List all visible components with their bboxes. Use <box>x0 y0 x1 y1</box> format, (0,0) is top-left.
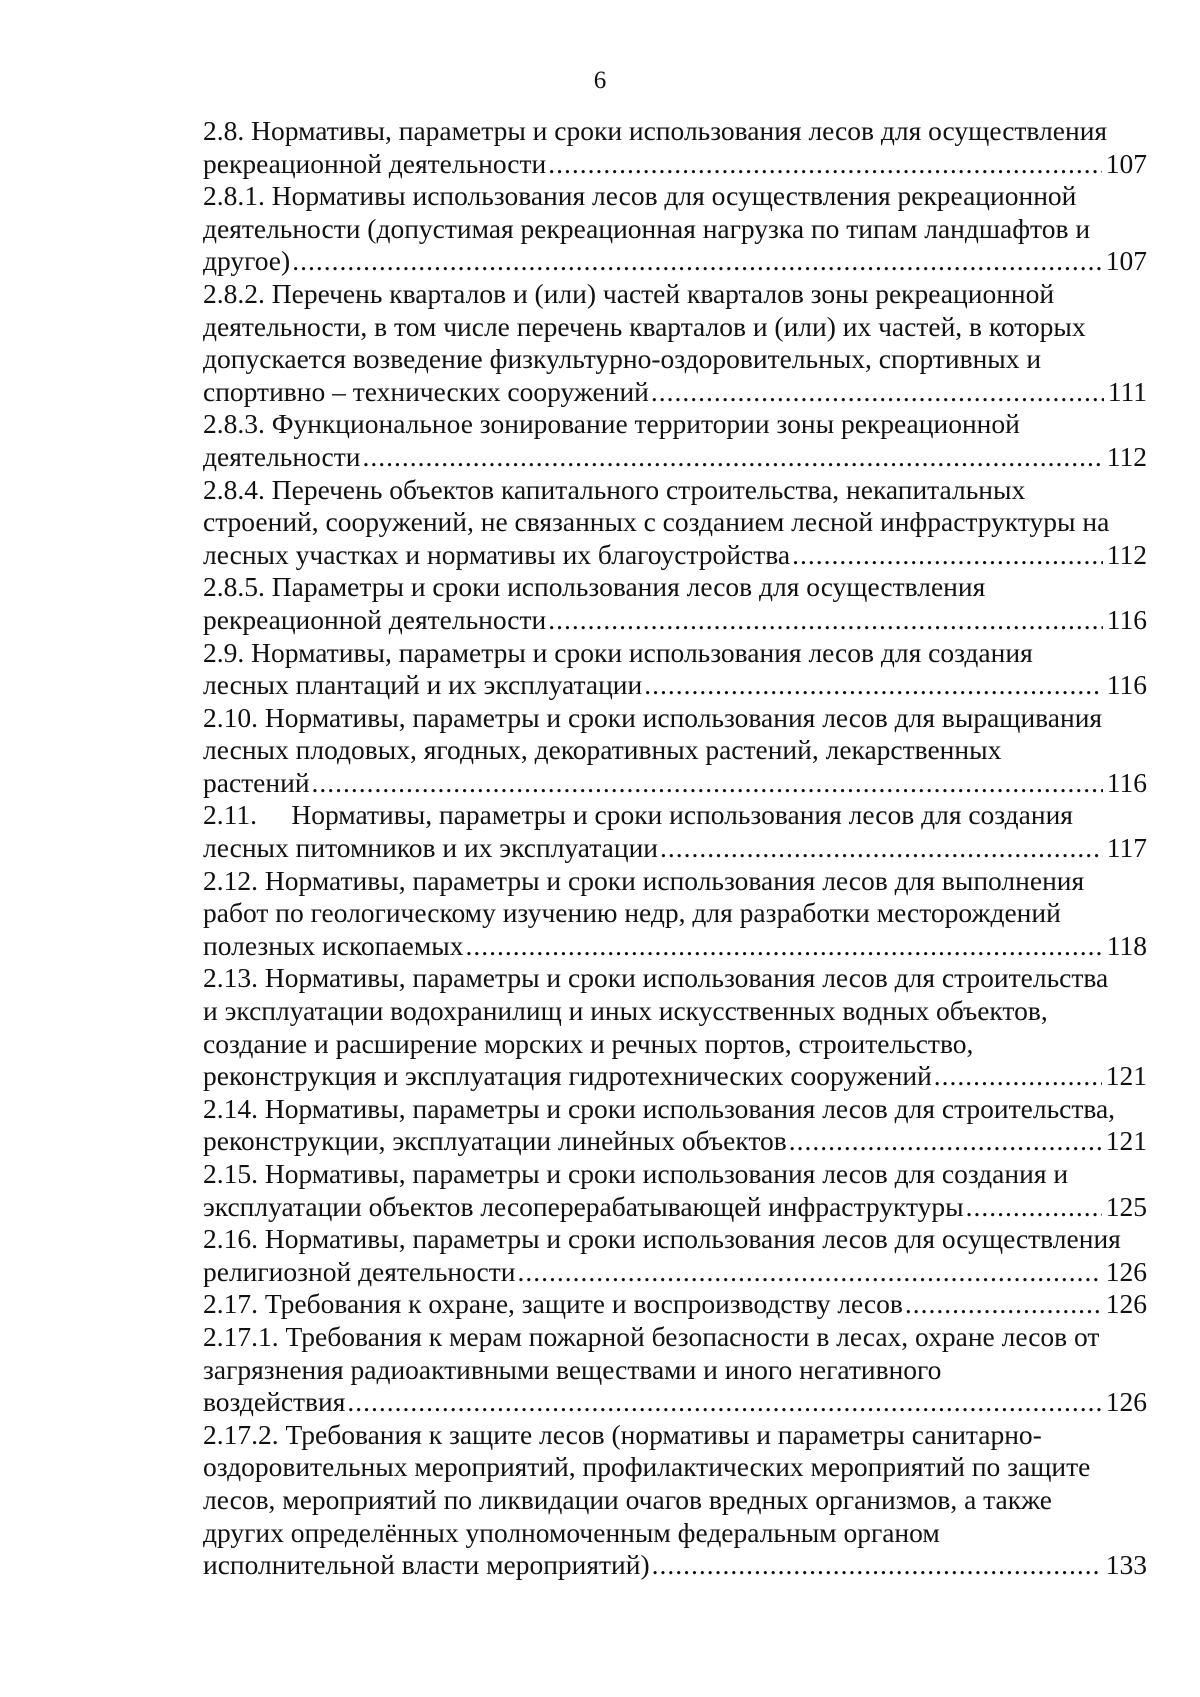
toc-entry-text-line: деятельности (допустимая рекреационная нагрузка по типам ландшафтов и <box>203 212 1091 244</box>
dot-leader <box>465 930 1102 963</box>
toc-entry-text-line: 2.15. Нормативы, параметры и сроки использования лесов для создания и <box>203 1158 1069 1189</box>
toc-page-number: 111 <box>1107 375 1147 407</box>
toc-entry <box>203 571 1147 636</box>
toc-entry <box>203 799 1147 864</box>
toc-page-number: 112 <box>1106 538 1147 570</box>
dot-leader <box>548 604 1103 637</box>
toc-entry <box>203 278 1147 408</box>
toc-entry-text-line: 2.8.3. Функциональное зонирование территории зоны рекреационной <box>203 408 1020 440</box>
toc-entry-text-line: лесных участках и нормативы их благоустройства <box>203 538 791 570</box>
toc-entry-text-line: работ по геологическому изучению недр, для разработки месторождений <box>203 897 1061 929</box>
toc-entry-last-line <box>203 539 1147 572</box>
toc-entry-last-line <box>203 1549 1147 1582</box>
dot-leader <box>362 441 1102 474</box>
toc-entry <box>203 1288 1147 1321</box>
dot-leader <box>652 1549 1102 1582</box>
dot-leader <box>789 1125 1102 1158</box>
toc-page-number: 118 <box>1106 929 1147 961</box>
toc-entry <box>203 1223 1147 1288</box>
toc-page-number: 125 <box>1105 1190 1147 1222</box>
toc-entry-text-line: создание и расширение морских и речных портов, строительство, <box>203 1027 974 1059</box>
toc-entry-last-line <box>203 1386 1147 1419</box>
toc-entry-text-line: 2.14. Нормативы, параметры и сроки использования лесов для строительства, <box>203 1092 1116 1124</box>
toc-page-number: 121 <box>1105 1125 1147 1157</box>
toc-entry-text-line: эксплуатации объектов лесоперерабатывающей инфраструктуры <box>203 1190 964 1222</box>
toc-entry-text-line: деятельности <box>203 440 361 472</box>
table-of-contents <box>203 115 1147 1582</box>
toc-page-number: 126 <box>1105 1255 1147 1287</box>
toc-entry-text-line: спортивно – технических сооружений <box>203 375 649 407</box>
dot-leader <box>312 767 1103 800</box>
toc-entry-text-line: рекреационной деятельности <box>203 603 547 635</box>
toc-entry-text-line: лесных плодовых, ягодных, декоративных растений, лекарственных <box>203 734 1002 766</box>
toc-entry-last-line <box>203 669 1147 702</box>
toc-entry <box>203 962 1147 1092</box>
toc-page-number: 107 <box>1105 245 1147 277</box>
toc-entry-text-line: 2.8.4. Перечень объектов капитального строительства, некапитальных <box>203 473 1026 505</box>
toc-entry-text-line: загрязнения радиоактивными веществами и иного негативного <box>203 1353 942 1385</box>
toc-page-number: 126 <box>1105 1386 1147 1418</box>
toc-entry <box>203 1419 1147 1582</box>
toc-entry-text-line: допускается возведение физкультурно-оздоровительных, спортивных и <box>203 343 1042 375</box>
toc-entry-last-line <box>203 604 1147 637</box>
toc-entry-last-line <box>203 1288 1147 1321</box>
toc-entry-text-line: полезных ископаемых <box>203 929 464 961</box>
toc-entry-text-line: строений, сооружений, не связанных с созданием лесной инфраструктуры на <box>203 506 1110 538</box>
toc-entry-text-line: 2.17.2. Требования к защите лесов (нормативы и параметры санитарно- <box>203 1418 1042 1450</box>
dot-leader <box>966 1191 1102 1224</box>
toc-entry-text-line: воздействия <box>203 1386 346 1418</box>
dot-leader <box>347 1386 1101 1419</box>
page-number: 6 <box>593 67 607 94</box>
toc-entry-last-line <box>203 441 1147 474</box>
toc-entry-last-line <box>203 1060 1147 1093</box>
toc-entry-last-line <box>203 930 1147 963</box>
toc-page-number: 126 <box>1105 1288 1147 1320</box>
toc-page-number: 107 <box>1105 147 1147 179</box>
dot-leader <box>644 669 1103 702</box>
toc-entry-text-line: реконструкция и эксплуатация гидротехнических сооружений <box>203 1060 932 1092</box>
toc-entry-text-line: 2.17.1. Требования к мерам пожарной безопасности в лесах, охране лесов от <box>203 1320 1100 1352</box>
toc-entry-text-line: 2.8.1. Нормативы использования лесов для осуществления рекреационной <box>203 180 1077 212</box>
toc-entry-last-line <box>203 767 1147 800</box>
toc-entry-text-line: 2.11. Нормативы, параметры и сроки использования лесов для создания <box>203 799 1073 831</box>
toc-entry-text-line: исполнительной власти мероприятий) <box>203 1549 650 1581</box>
dot-leader <box>292 245 1102 278</box>
toc-entry-last-line <box>203 245 1147 278</box>
toc-entry-last-line <box>203 832 1147 865</box>
toc-entry-text-line: лесных плантаций и их эксплуатации <box>203 669 643 701</box>
toc-entry-text-line: лесных питомников и их эксплуатации <box>203 832 659 864</box>
dot-leader <box>548 148 1102 181</box>
toc-entry <box>203 702 1147 800</box>
toc-entry <box>203 1093 1147 1158</box>
toc-entry-text-line: 2.13. Нормативы, параметры и сроки использования лесов для строительства <box>203 962 1109 994</box>
dot-leader <box>792 539 1103 572</box>
toc-entry-text-line: рекреационной деятельности <box>203 147 547 179</box>
toc-page-number: 133 <box>1105 1549 1147 1581</box>
toc-page-number: 116 <box>1106 766 1147 798</box>
toc-entry-text-line: 2.10. Нормативы, параметры и сроки использования лесов для выращивания <box>203 701 1103 733</box>
toc-entry <box>203 474 1147 572</box>
toc-entry-text-line: реконструкции, эксплуатации линейных объектов <box>203 1125 787 1157</box>
toc-page-number: 116 <box>1106 669 1147 701</box>
dot-leader <box>660 832 1103 865</box>
toc-entry-text-line: 2.9. Нормативы, параметры и сроки использования лесов для создания <box>203 636 1033 668</box>
dot-leader <box>518 1256 1102 1289</box>
toc-entry <box>203 115 1147 180</box>
toc-entry-text-line: деятельности, в том числе перечень кварталов и (или) их частей, в которых <box>203 310 1086 342</box>
toc-entry <box>203 180 1147 278</box>
toc-entry <box>203 1321 1147 1419</box>
toc-entry-last-line <box>203 148 1147 181</box>
toc-entry-last-line <box>203 1191 1147 1224</box>
dot-leader <box>934 1060 1102 1093</box>
toc-entry-text-line: 2.8.2. Перечень кварталов и (или) частей кварталов зоны рекреационной <box>203 277 1055 309</box>
toc-entry-text-line: религиозной деятельности <box>203 1255 516 1287</box>
toc-entry-last-line <box>203 1125 1147 1158</box>
toc-entry-last-line <box>203 376 1147 409</box>
toc-page-number: 116 <box>1106 603 1147 635</box>
toc-page-number: 121 <box>1105 1060 1147 1092</box>
toc-entry <box>203 637 1147 702</box>
toc-entry-text-line: других определённых уполномоченным федеральным органом <box>203 1516 940 1548</box>
toc-entry-text-line: 2.8.5. Параметры и сроки использования лесов для осуществления <box>203 571 986 603</box>
toc-entry-text-line: другое) <box>203 245 291 277</box>
toc-entry <box>203 1158 1147 1223</box>
toc-entry <box>203 408 1147 473</box>
toc-entry-text-line: лесов, мероприятий по ликвидации очагов вредных организмов, а также <box>203 1483 1052 1515</box>
toc-entry-last-line <box>203 1256 1147 1289</box>
dot-leader <box>651 376 1104 409</box>
toc-entry-text-line: оздоровительных мероприятий, профилактических мероприятий по защите <box>203 1451 1091 1483</box>
dot-leader <box>905 1288 1102 1321</box>
toc-page-number: 112 <box>1106 440 1147 472</box>
toc-entry-text-line: 2.8. Нормативы, параметры и сроки использования лесов для осуществления <box>203 115 1108 146</box>
toc-entry-text-line: 2.16. Нормативы, параметры и сроки использования лесов для осуществления <box>203 1223 1121 1255</box>
toc-page-number: 117 <box>1106 832 1147 864</box>
toc-entry <box>203 865 1147 963</box>
toc-entry-text-line: 2.12. Нормативы, параметры и сроки использования лесов для выполнения <box>203 864 1085 896</box>
toc-entry-text-line: и эксплуатации водохранилищ и иных искусственных водных объектов, <box>203 995 1048 1027</box>
toc-entry-text-line: 2.17. Требования к охране, защите и воспроизводству лесов <box>203 1288 903 1320</box>
toc-entry-text-line: растений <box>203 766 310 798</box>
